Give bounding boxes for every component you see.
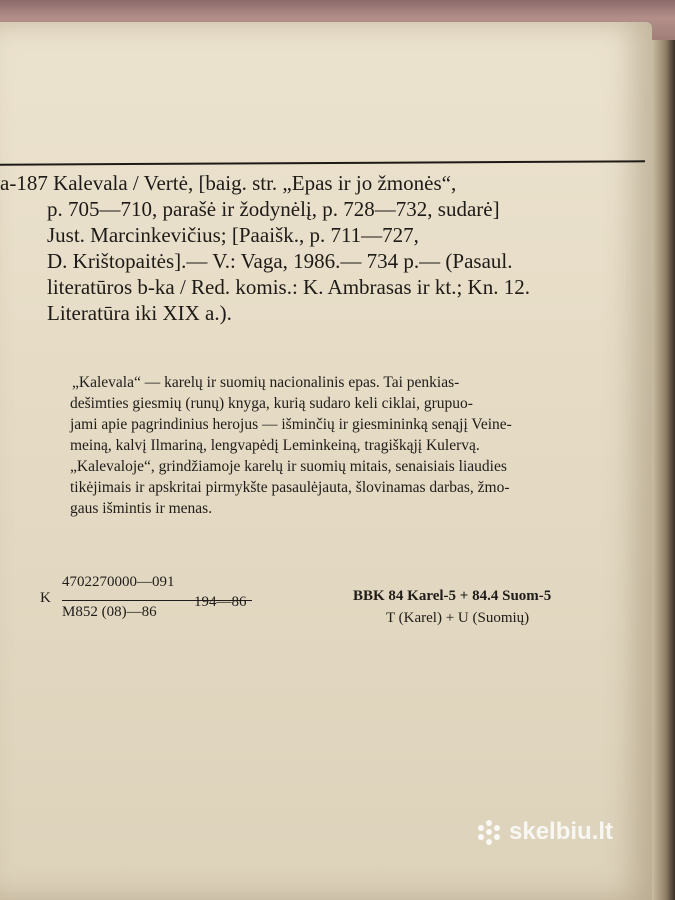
entry-line: D. Krištopaitės].— V.: Vaga, 1986.— 734 p.— (Pasaul. [47, 249, 513, 273]
annotation-line: dešimties giesmių (runų) knyga, kurią sudaro keli ciklai, grupuo- [70, 395, 473, 412]
annotation-line: tikėjimais ir apskritai pirmykšte pasaulėjauta, šlovinamas darbas, žmo- [70, 479, 510, 496]
annotation-line: „Kalevaloje“, grindžiamoje karelų ir suomių mitais, senaisiais liaudies [70, 458, 507, 475]
bbk-classification [353, 588, 552, 626]
watermark-text: skelbiu.lt [509, 818, 614, 845]
bbk-line-1: BBK 84 Karel-5 + 84.4 Suom-5 [353, 588, 552, 604]
watermark [475, 818, 613, 846]
dots-logo-icon [475, 818, 503, 846]
code-number: 194—86 [194, 594, 247, 610]
bbk-line-2: T (Karel) + U (Suomių) [386, 610, 530, 626]
entry-line: p. 705—710, parašė ir žodynėlį, p. 728—732, sudarė] [47, 197, 500, 221]
entry-line: Literatūra iki XIX a.). [47, 301, 232, 325]
annotation-line: „Kalevala“ — karelų ir suomių nacionalinis epas. Tai penkias- [72, 374, 460, 391]
code-m: M852 (08)—86 [62, 604, 157, 620]
annotation-line: jami apie pagrindinius herojus — išminčių ir giesmininką senąjį Veine- [70, 416, 512, 433]
page-edge [652, 40, 675, 900]
entry-line: a-187 Kalevala / Vertė, [baig. str. „Epas ir jo žmonės“, [0, 171, 457, 195]
code-isbn: 4702270000—091 [62, 574, 175, 590]
annotation-line: gaus išmintis ir menas. [70, 500, 213, 517]
annotation-line: meiną, kalvį Ilmariną, lengvapėdį Leminkeiną, tragiškąjį Kulervą. [70, 437, 480, 454]
book-page [0, 22, 652, 900]
divider-rule [0, 160, 645, 165]
annotation-paragraph [70, 372, 618, 519]
entry-line: Just. Marcinkevičius; [Paaišk., p. 711—727, [47, 223, 419, 247]
entry-line: literatūros b-ka / Red. komis.: K. Ambrasas ir kt.; Kn. 12. [47, 275, 530, 299]
code-k: K [40, 590, 51, 606]
bibliographic-entry [0, 170, 640, 326]
